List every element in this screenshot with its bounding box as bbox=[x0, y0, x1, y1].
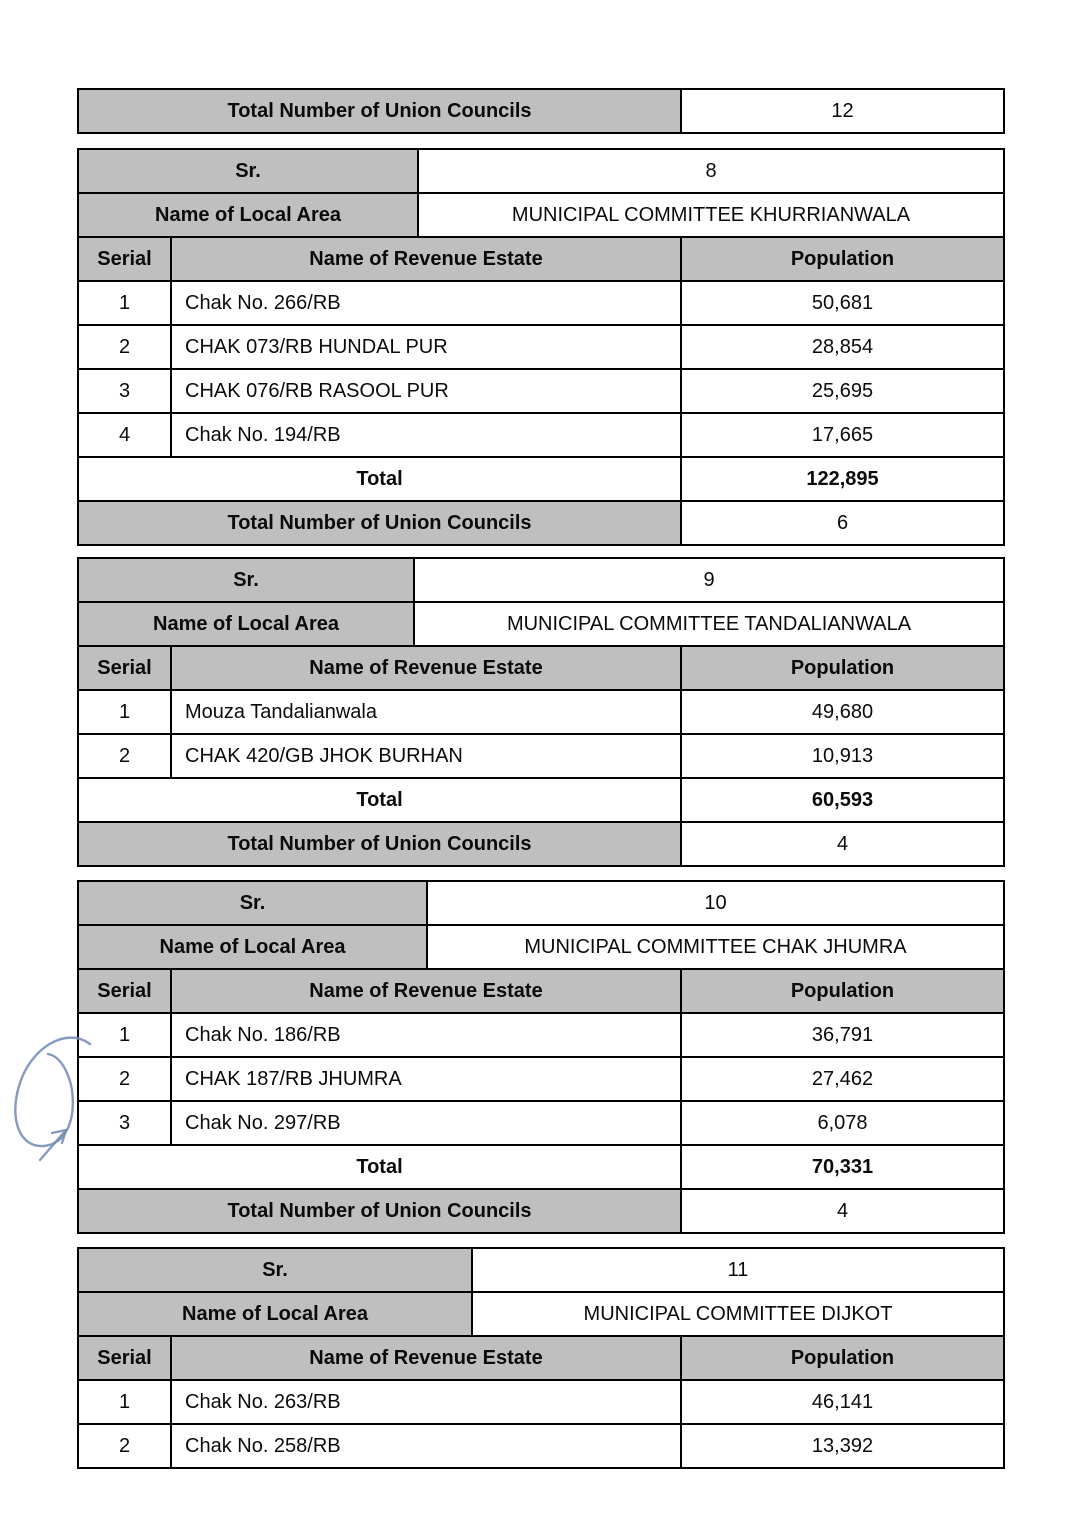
table-row bbox=[79, 1012, 1003, 1056]
union-councils-row bbox=[79, 821, 1003, 865]
serial-value: 3 bbox=[118, 379, 131, 402]
serial-value: 4 bbox=[118, 423, 131, 446]
total-label: Total bbox=[356, 1155, 403, 1178]
section-table-sr10 bbox=[77, 880, 1005, 1234]
sr-label: Sr. bbox=[79, 559, 413, 601]
table-row bbox=[79, 924, 1003, 968]
summary-label: Total Number of Union Councils bbox=[79, 90, 680, 132]
union-councils-value: 4 bbox=[680, 823, 1003, 865]
population-value: 6,078 bbox=[680, 1102, 1003, 1144]
table-row bbox=[79, 280, 1003, 324]
population-value: 28,854 bbox=[680, 326, 1003, 368]
serial-value: 1 bbox=[118, 1390, 131, 1413]
table-row bbox=[79, 1100, 1003, 1144]
revenue-estate-value: CHAK 076/RB RASOOL PUR bbox=[170, 370, 680, 412]
revenue-estate-value: CHAK 187/RB JHUMRA bbox=[170, 1058, 680, 1100]
section-table-sr8 bbox=[77, 148, 1005, 546]
sr-label: Sr. bbox=[79, 882, 426, 924]
table-row bbox=[79, 1291, 1003, 1335]
table-row bbox=[79, 412, 1003, 456]
serial-header: Serial bbox=[79, 647, 170, 689]
population-value: 50,681 bbox=[680, 282, 1003, 324]
table-row bbox=[79, 1249, 1003, 1291]
revenue-estate-value: Chak No. 194/RB bbox=[170, 414, 680, 456]
local-area-value: MUNICIPAL COMMITTEE KHURRIANWALA bbox=[417, 194, 1003, 236]
total-row bbox=[79, 1144, 1003, 1188]
table-row bbox=[79, 733, 1003, 777]
table-row bbox=[79, 324, 1003, 368]
population-value: 46,141 bbox=[680, 1381, 1003, 1423]
total-label: Total bbox=[356, 467, 403, 490]
sr-value: 10 bbox=[426, 882, 1003, 924]
population-value: 36,791 bbox=[680, 1014, 1003, 1056]
serial-value: 1 bbox=[118, 1023, 131, 1046]
revenue-estate-value: Chak No. 266/RB bbox=[170, 282, 680, 324]
total-population: 60,593 bbox=[680, 779, 1003, 821]
sr-label: Sr. bbox=[79, 150, 417, 192]
total-label: Total bbox=[356, 788, 403, 811]
table-row bbox=[79, 882, 1003, 924]
union-councils-value: 4 bbox=[680, 1190, 1003, 1232]
population-value: 25,695 bbox=[680, 370, 1003, 412]
population-value: 10,913 bbox=[680, 735, 1003, 777]
population-value: 49,680 bbox=[680, 691, 1003, 733]
serial-value: 1 bbox=[118, 291, 131, 314]
revenue-estate-header: Name of Revenue Estate bbox=[170, 970, 680, 1012]
section-table-sr11 bbox=[77, 1247, 1005, 1469]
summary-value: 12 bbox=[680, 90, 1003, 132]
union-councils-label: Total Number of Union Councils bbox=[79, 1190, 680, 1232]
local-area-label: Name of Local Area bbox=[79, 926, 426, 968]
serial-value: 2 bbox=[118, 1067, 131, 1090]
table-row bbox=[79, 90, 1003, 132]
local-area-value: MUNICIPAL COMMITTEE CHAK JHUMRA bbox=[426, 926, 1003, 968]
table-row bbox=[79, 689, 1003, 733]
population-header: Population bbox=[680, 647, 1003, 689]
serial-value: 3 bbox=[118, 1111, 131, 1134]
table-row bbox=[79, 368, 1003, 412]
table-row bbox=[79, 559, 1003, 601]
column-header-row bbox=[79, 968, 1003, 1012]
table-row bbox=[79, 192, 1003, 236]
local-area-value: MUNICIPAL COMMITTEE DIJKOT bbox=[471, 1293, 1003, 1335]
total-population: 122,895 bbox=[680, 458, 1003, 500]
revenue-estate-header: Name of Revenue Estate bbox=[170, 238, 680, 280]
revenue-estate-value: Chak No. 186/RB bbox=[170, 1014, 680, 1056]
union-councils-value: 6 bbox=[680, 502, 1003, 544]
table-row bbox=[79, 1423, 1003, 1467]
table-row bbox=[79, 1379, 1003, 1423]
local-area-value: MUNICIPAL COMMITTEE TANDALIANWALA bbox=[413, 603, 1003, 645]
serial-header: Serial bbox=[79, 238, 170, 280]
sr-value: 8 bbox=[417, 150, 1003, 192]
table-row bbox=[79, 601, 1003, 645]
union-councils-row bbox=[79, 500, 1003, 544]
revenue-estate-header: Name of Revenue Estate bbox=[170, 647, 680, 689]
population-header: Population bbox=[680, 238, 1003, 280]
population-value: 27,462 bbox=[680, 1058, 1003, 1100]
section-table-sr9 bbox=[77, 557, 1005, 867]
union-councils-row bbox=[79, 1188, 1003, 1232]
local-area-label: Name of Local Area bbox=[79, 194, 417, 236]
total-row bbox=[79, 777, 1003, 821]
column-header-row bbox=[79, 236, 1003, 280]
sr-value: 11 bbox=[471, 1249, 1003, 1291]
serial-header: Serial bbox=[79, 970, 170, 1012]
union-councils-label: Total Number of Union Councils bbox=[79, 502, 680, 544]
population-value: 17,665 bbox=[680, 414, 1003, 456]
serial-value: 2 bbox=[118, 335, 131, 358]
revenue-estate-value: Chak No. 263/RB bbox=[170, 1381, 680, 1423]
union-councils-label: Total Number of Union Councils bbox=[79, 823, 680, 865]
local-area-label: Name of Local Area bbox=[79, 603, 413, 645]
revenue-estate-value: CHAK 420/GB JHOK BURHAN bbox=[170, 735, 680, 777]
sr-value: 9 bbox=[413, 559, 1003, 601]
revenue-estate-value: Chak No. 297/RB bbox=[170, 1102, 680, 1144]
revenue-estate-value: Mouza Tandalianwala bbox=[170, 691, 680, 733]
local-area-label: Name of Local Area bbox=[79, 1293, 471, 1335]
serial-header: Serial bbox=[79, 1337, 170, 1379]
serial-value: 2 bbox=[118, 744, 131, 767]
table-row bbox=[79, 1056, 1003, 1100]
total-row bbox=[79, 456, 1003, 500]
population-header: Population bbox=[680, 970, 1003, 1012]
population-header: Population bbox=[680, 1337, 1003, 1379]
total-population: 70,331 bbox=[680, 1146, 1003, 1188]
column-header-row bbox=[79, 1335, 1003, 1379]
serial-value: 1 bbox=[118, 700, 131, 723]
table-row bbox=[79, 150, 1003, 192]
sr-label: Sr. bbox=[79, 1249, 471, 1291]
revenue-estate-header: Name of Revenue Estate bbox=[170, 1337, 680, 1379]
revenue-estate-value: CHAK 073/RB HUNDAL PUR bbox=[170, 326, 680, 368]
column-header-row bbox=[79, 645, 1003, 689]
summary-table bbox=[77, 88, 1005, 134]
serial-value: 2 bbox=[118, 1434, 131, 1457]
revenue-estate-value: Chak No. 258/RB bbox=[170, 1425, 680, 1467]
population-value: 13,392 bbox=[680, 1425, 1003, 1467]
